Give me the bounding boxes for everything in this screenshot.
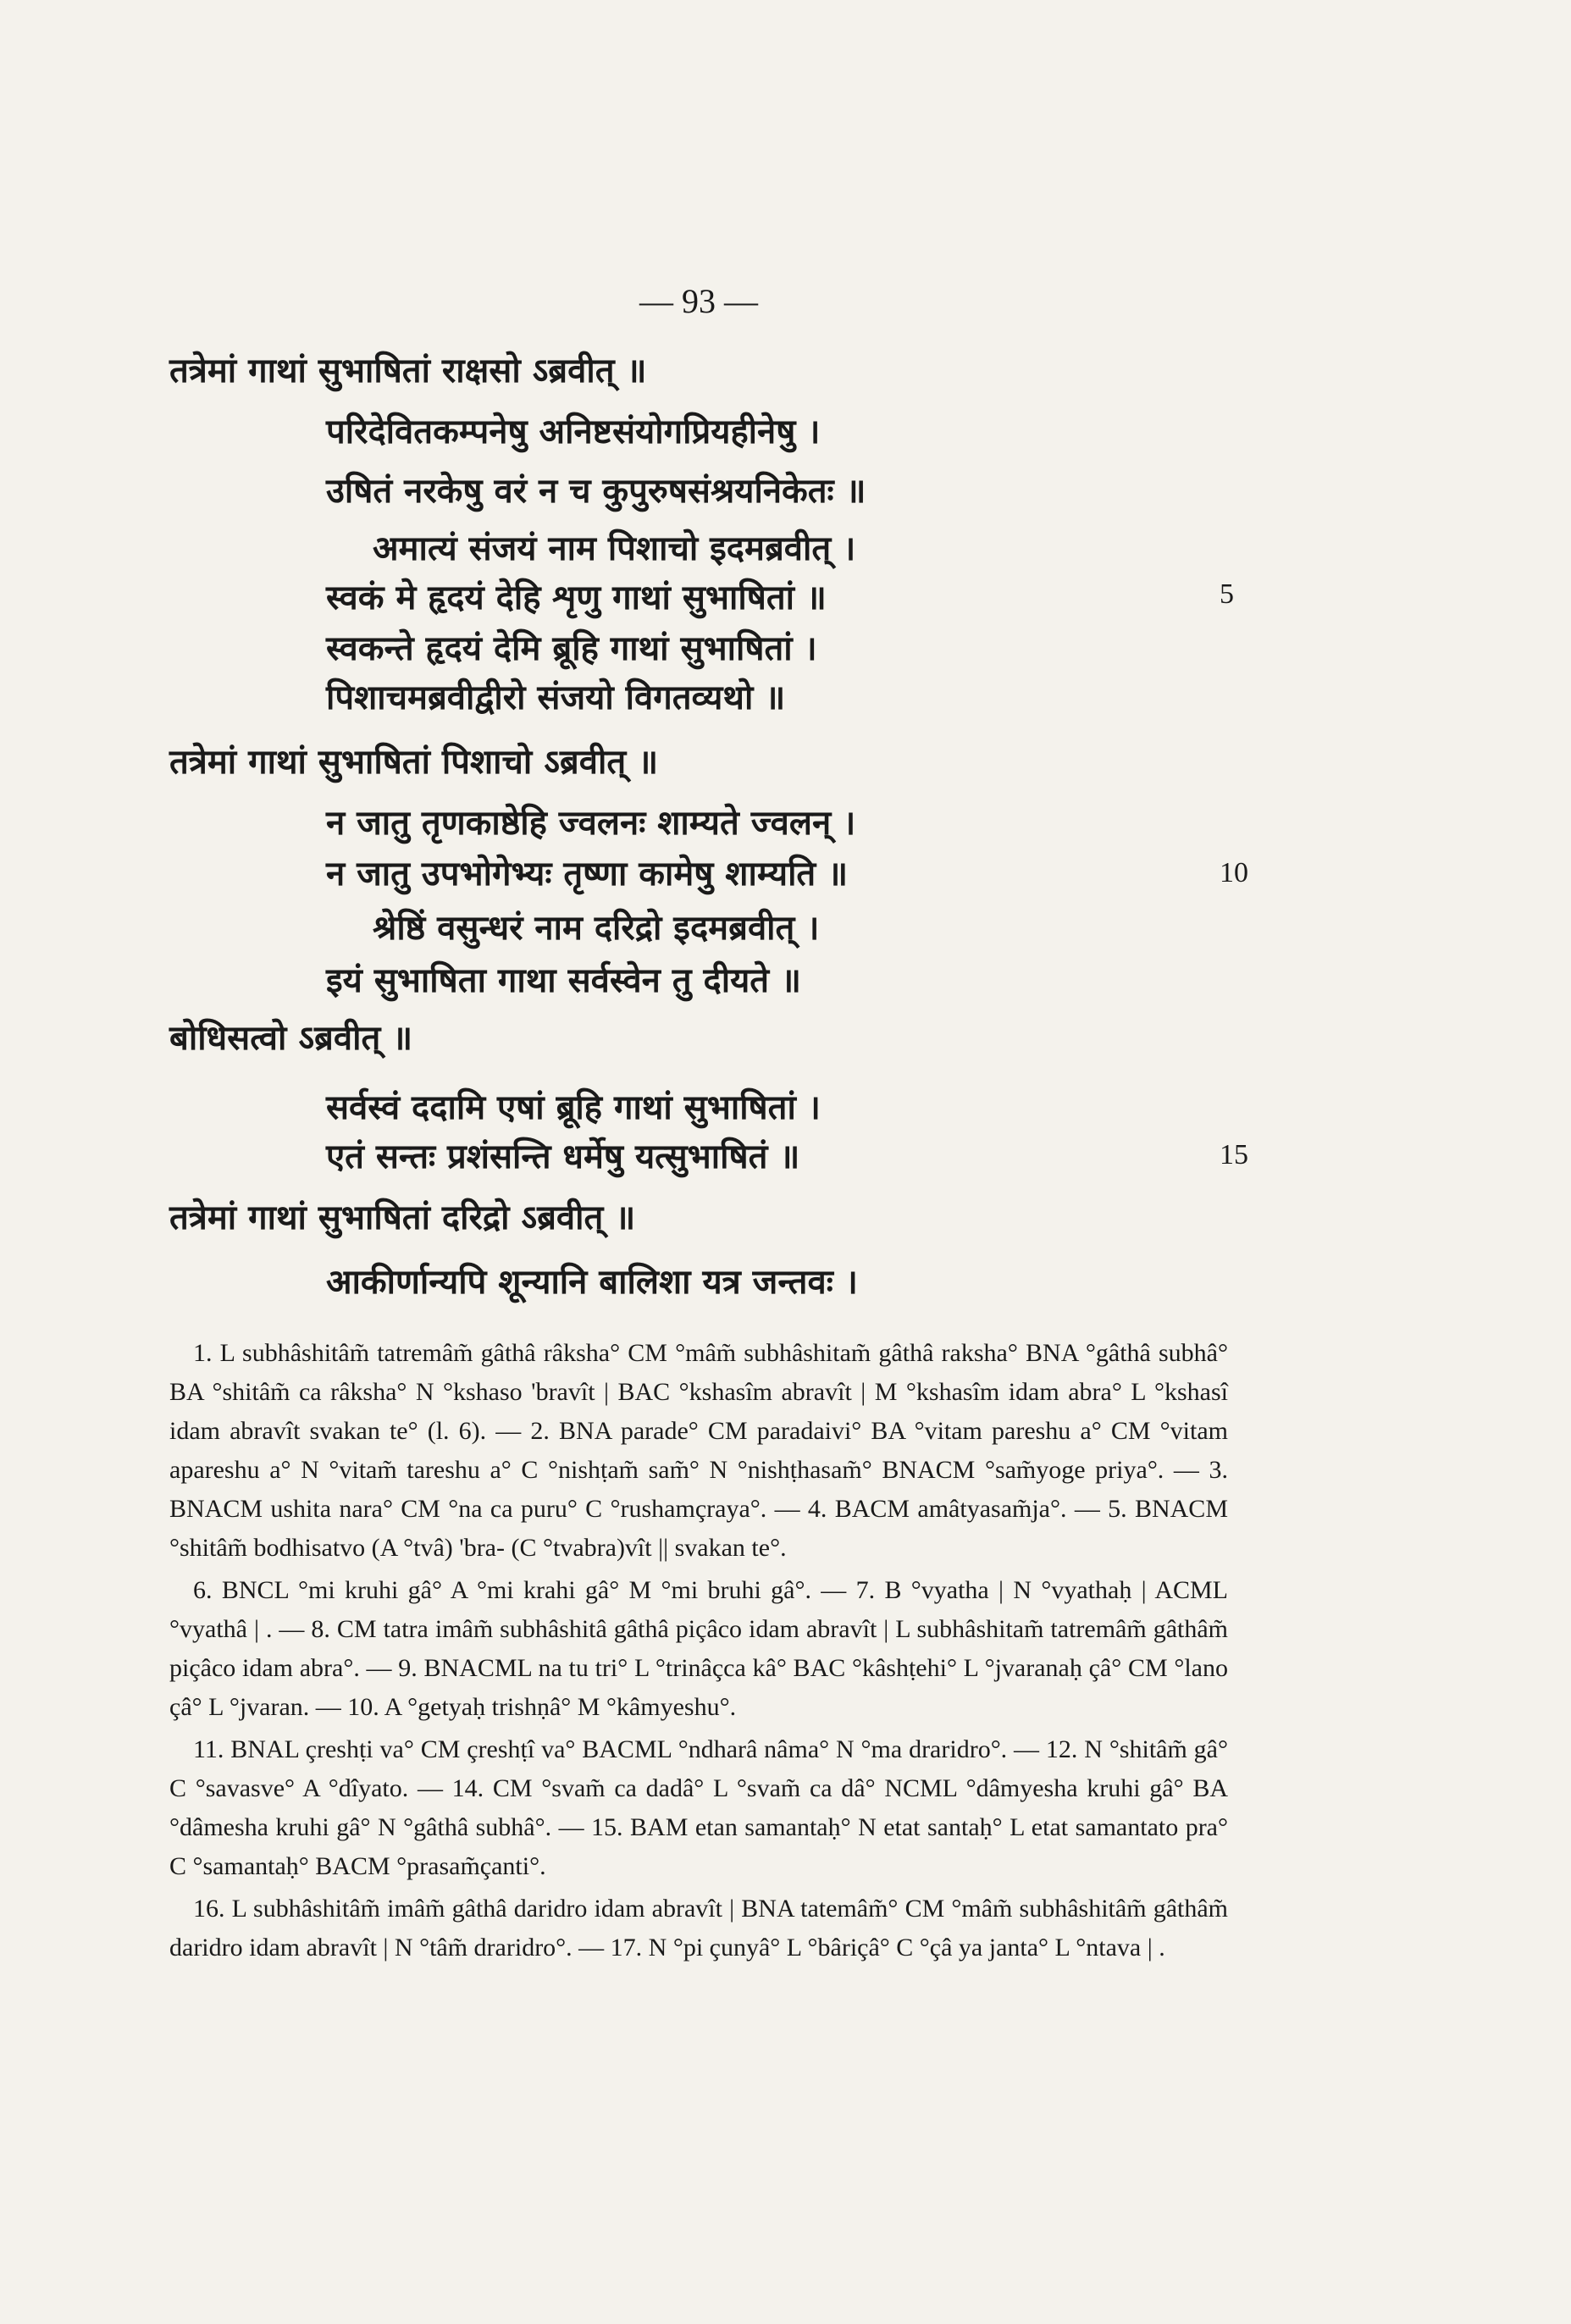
verse-line: इयं सुभाषिता गाथा सर्वस्वेन तु दीयते ॥	[326, 961, 801, 1000]
line-number: 15	[1220, 1139, 1248, 1170]
verse-line: अमात्यं संजयं नाम पिशाचो इदमब्रवीत् ।	[373, 529, 856, 568]
critical-apparatus	[169, 1334, 1228, 1971]
verse-line: श्रेष्ठिं वसुन्धरं नाम दरिद्रो इदमब्रवीत् ।	[373, 909, 820, 948]
verse-line: एतं सन्तः प्रशंसन्ति धर्मेषु यत्सुभाषितं ॥	[326, 1137, 800, 1176]
footnote-paragraph: 6. BNCL °mi kruhi gâ° A °mi krahi gâ° M °mi bruhi gâ°. — 7. B °vyatha | N °vyathaḥ | ACML °vyathâ | . — 8. CM tatra imâm̃ subhâshitâ gâthâ piçâco idam abravît | L subhâshitam̃ tatremâm̃ gâthâm̃ piçâco idam abra°. — 9. BNACML na tu tri° L °trinâçca kâ° BAC °kâshṭehi° L °jvaranaḥ çâ° CM °lano çâ° L °jvaran. — 10. A °getyaḥ trishṇâ° M °kâmyeshu°.	[169, 1576, 1228, 1721]
page-number: — 93 —	[639, 282, 758, 320]
verse-line: पिशाचमब्रवीद्वीरो संजयो विगतव्यथो ॥	[326, 678, 786, 717]
verse-line: तत्रेमां गाथां सुभाषितां पिशाचो ऽब्रवीत् ॥	[169, 743, 659, 782]
verse-line: सर्वस्वं ददामि एषां ब्रूहि गाथां सुभाषितां ।	[326, 1088, 821, 1127]
verse-line: स्वकन्ते हृदयं देमि ब्रूहि गाथां सुभाषितां ।	[326, 629, 817, 668]
verse-line: तत्रेमां गाथां सुभाषितां राक्षसो ऽब्रवीत् ॥	[169, 351, 647, 390]
verse-line: आकीर्णान्यपि शून्यानि बालिशा यत्र जन्तवः ।	[326, 1263, 858, 1302]
verse-line: न जातु तृणकाष्ठेहि ज्वलनः शाम्यते ज्वलन् ।	[326, 804, 856, 843]
verse-line: न जातु उपभोगेभ्यः तृष्णा कामेषु शाम्यति ॥	[326, 855, 849, 894]
line-number: 10	[1220, 857, 1248, 888]
verse-line: तत्रेमां गाथां सुभाषितां दरिद्रो ऽब्रवीत् ॥	[169, 1198, 636, 1237]
verse-line: बोधिसत्वो ऽब्रवीत् ॥	[169, 1019, 413, 1058]
verse-line: परिदेवितकम्पनेषु अनिष्टसंयोगप्रियहीनेषु ।	[326, 412, 821, 451]
footnote-paragraph: 11. BNAL çreshṭi va° CM çreshṭî va° BACML °ndharâ nâma° N °ma draridro°. — 12. N °shitâm̃ gâ° C °savasve° A °dîyato. — 14. CM °svam̃ ca dadâ° L °svam̃ ca dâ° NCML °dâmyesha kruhi gâ° BA °dâmesha kruhi gâ° N °gâthâ subhâ°. — 15. BAM etan samantaḥ° N etat santaḥ° L etat samantato pra° C °samantaḥ° BACM °prasam̃çanti°.	[169, 1735, 1228, 1880]
verse-line: उषितं नरकेषु वरं न च कुपुरुषसंश्रयनिकेतः ॥	[326, 472, 866, 511]
verse-line: स्वकं मे हृदयं देहि शृणु गाथां सुभाषितां ॥	[326, 578, 827, 617]
footnote-paragraph: 16. L subhâshitâm̃ imâm̃ gâthâ daridro idam abravît | BNA tatemâm̃° CM °mâm̃ subhâshitâm̃ gâthâm̃ daridro idam abravît | N °tâm̃ draridro°. — 17. N °pi çunyâ° L °bâriçâ° C °çâ ya janta° L °ntava | .	[169, 1895, 1228, 1962]
footnote-paragraph: 1. L subhâshitâm̃ tatremâm̃ gâthâ râksha° CM °mâm̃ subhâshitam̃ gâthâ raksha° BNA °gâthâ subhâ° BA °shitâm̃ ca râksha° N °kshaso 'bravît | BAC °kshasîm abravît | M °kshasîm idam abra° L °kshasî idam abravît svakan te° (l. 6). — 2. BNA parade° CM paradaivi° BA °vitam pareshu a° CM °vitam apareshu a° N °vitam̃ tareshu a° C °nishṭam̃ sam̃° N °nishṭhasam̃° BNACM °sam̃yoge priya°. — 3. BNACM ushita nara° CM °na ca puru° C °rushamçraya°. — 4. BACM amâtyasam̃ja°. — 5. BNACM °shitâm̃ bodhisatvo (A °tvâ) 'bra- (C °tvabra)vît || svakan te°.	[169, 1339, 1228, 1562]
line-number: 5	[1220, 578, 1234, 610]
